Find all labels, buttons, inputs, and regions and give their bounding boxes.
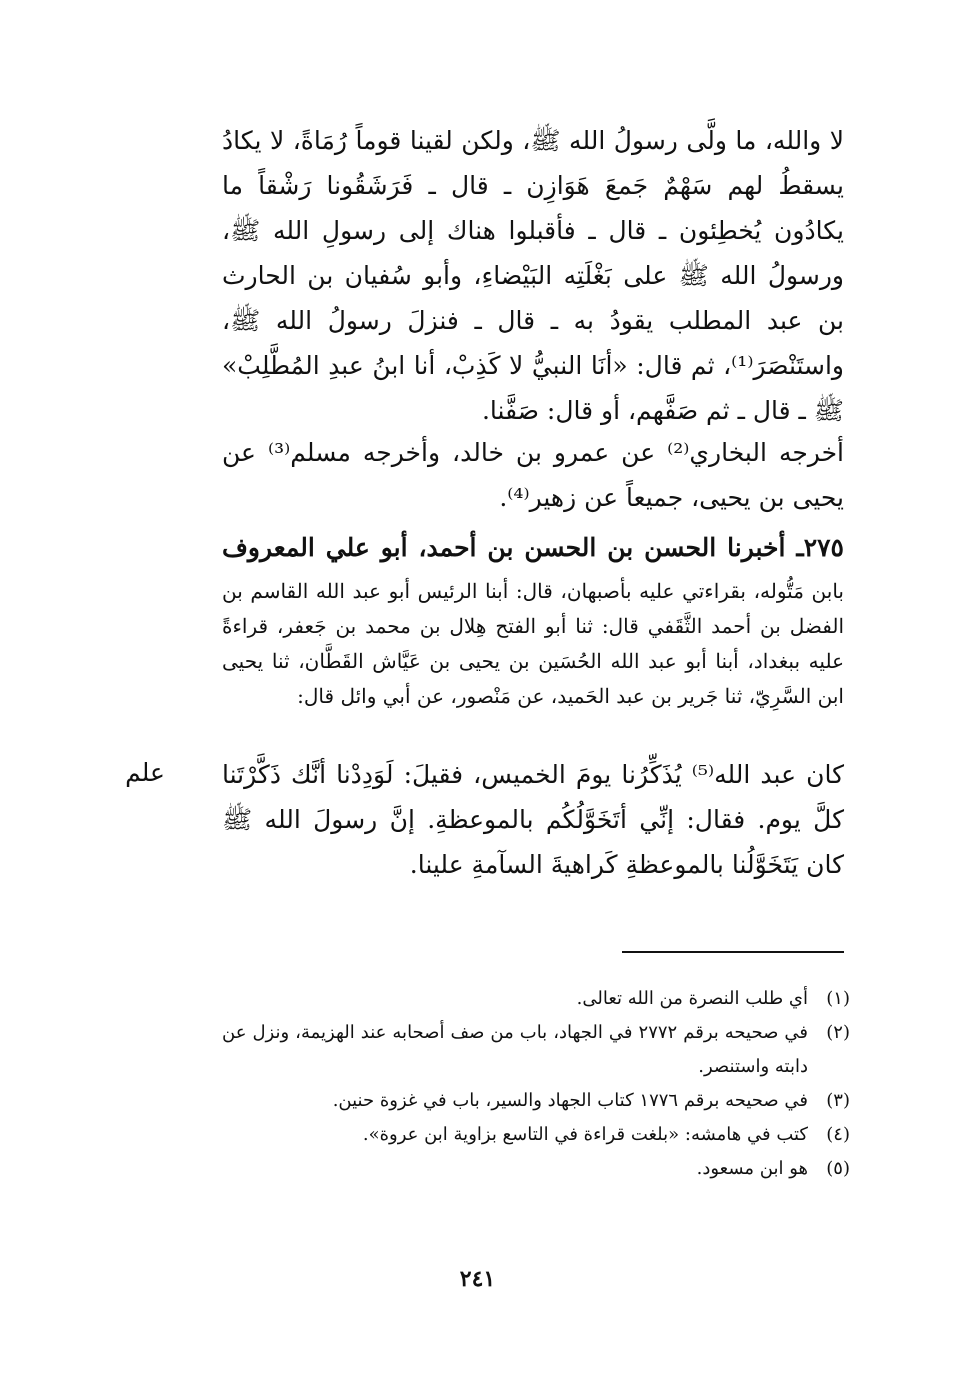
footnote (222, 982, 850, 1016)
footnote-text: في صحيحه برقم ٢٧٧٢ في الجهاد، باب من صف أصحابه عند الهزيمة، ونزل عن دابته واستنصر. (222, 1022, 808, 1077)
footnote-number: (٤) (826, 1124, 850, 1145)
footnote-separator (622, 951, 844, 953)
footnote-text: كتب في هامشه: «بلغت قراءة في التاسع بزاوية ابن عروة». (362, 1124, 808, 1145)
margin-note: علم (125, 758, 165, 787)
footnote-text: أي طلب النصرة من الله تعالى. (576, 988, 808, 1009)
footnote (222, 1084, 850, 1118)
footnote-text: هو ابن مسعود. (696, 1158, 808, 1179)
footnote (222, 1118, 850, 1152)
isnad-paragraph: بابن مَتُّوله، بقراءتي عليه بأصبهان، قال: أبنا الرئيس أبو عبد الله القاسم بن الفضل بن أحمد الثَّقَفي قال: ثنا أبو الفتح هِلال بن محمد بن جَعفر، قراءةً عليه ببغداد، أبنا أبو عبد الله الحُسَين بن يحيى بن عَيَّاش القَطَّان، ثنا يحيى ابن السَّرِيّ، ثنا جَرير بن عبد الحَميد، عن مَنْصور، عن أبي وائل قال: (222, 579, 845, 708)
hadith-heading: ٢٧٥ـ أخبرنا الحسن بن الحسن بن أحمد، أبو علي المعروف (222, 533, 844, 562)
footnote-text: في صحيحه برقم ١٧٧٦ كتاب الجهاد والسير، باب في غزوة حنين. (332, 1090, 808, 1111)
hadith-body-paragraph: لا والله، ما ولَّى رسولُ الله ﷺ، ولكن لقينا قوماً رُمَاةً، لا يكادُ يسقطُ لهم سَهْمٌ جَمعَ هَوَازِن ـ قال ـ فَرَشَقُونا رَشْقاً ما يكادُون يُخطِئون ـ قال ـ فأقبلوا هناك إلى رسولِ الله ﷺ، ورسولُ الله ﷺ على بَغْلَتِه البَيْضاءِ، وأبو سُفيان بن الحارث بن عبد المطلب يقودُ به ـ قال ـ فنزلَ رسولُ الله ﷺ، واستَنْصَرَ⁽¹⁾، ثم قال: «أنَا النبيُّ لا كَذِبْ، أنا ابنُ عبدِ المُطَّلِبْ» ﷺ ـ قال ـ ثم صَفَّهم، أو قال: صَفَّنا. (222, 126, 844, 425)
footnote (222, 1152, 850, 1186)
footnotes (222, 982, 850, 1186)
page-number: ٢٤١ (459, 1266, 496, 1292)
footnote-number: (١) (826, 988, 850, 1009)
footnote-number: (٥) (826, 1158, 850, 1179)
footnote-number: (٣) (826, 1090, 850, 1111)
footnote-number: (٢) (826, 1022, 850, 1043)
takhrij-paragraph: أخرجه البخاري⁽²⁾ عن عمرو بن خالد، وأخرجه مسلم⁽³⁾ عن يحيى بن يحيى، جميعاً عن زهير⁽⁴⁾. (222, 438, 844, 512)
matn-paragraph: كان عبد الله⁽⁵⁾ يُذَكِّرُنا يومَ الخميس، فقيلَ: لَوَدِدْنا أنَّك ذَكَّرْتَنا كلَّ يوم. فقال: إنِّي أتَخَوَّلُكُم بالموعظةِ. إنَّ رسولَ الله ﷺ كان يَتَخَوَّلُنا بالموعظةِ كَراهيةَ السآمةِ علينا. (222, 760, 844, 879)
footnote (222, 1016, 850, 1084)
